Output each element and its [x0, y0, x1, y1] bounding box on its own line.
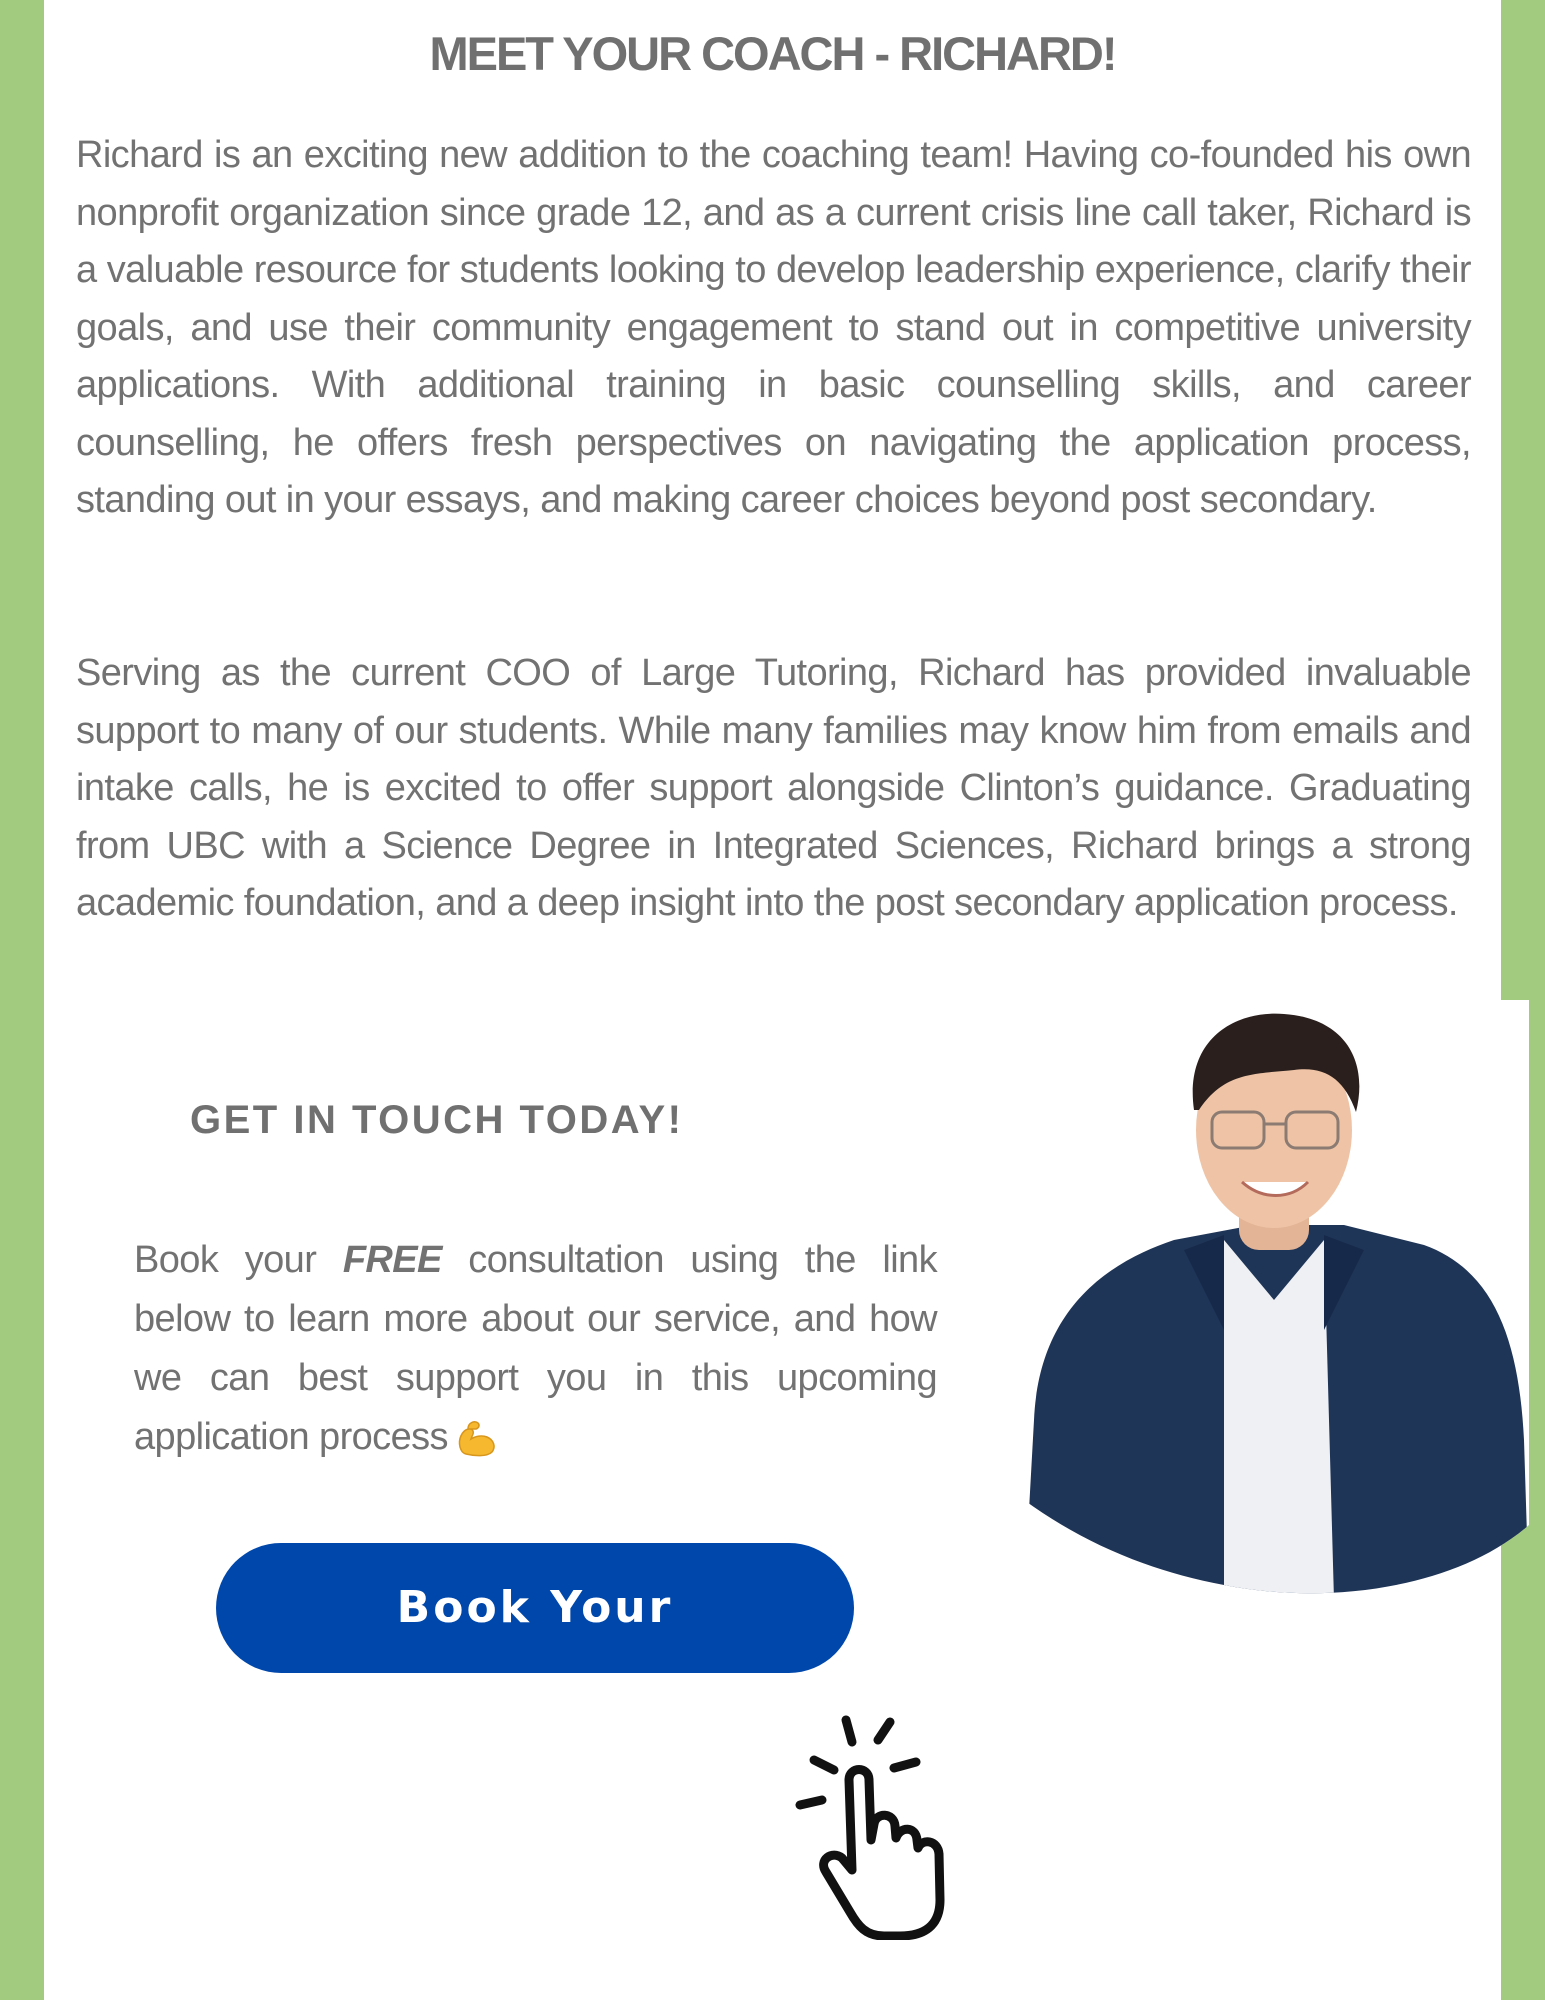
cta-body — [134, 1231, 937, 1467]
cta-free-emphasis: FREE — [342, 1239, 442, 1281]
cta-body-rest: consultation using the link below to learn more about our service, and how we can best support you in this upcoming application process — [134, 1239, 937, 1458]
flexed-biceps-icon — [454, 1417, 500, 1457]
bio-paragraph-1: Richard is an exciting new addition to the coaching team! Having co-founded his own nonprofit organization since grade 12, and as a current crisis line call taker, Richard is a valuable resource for students looking to develop leadership experience, clarify their goals, and use their community engagement to stand out in competitive university applications. With additional training in basic counselling skills, and career counselling, he offers fresh perspectives on navigating the application process, standing out in your essays, and making career choices beyond post secondary. — [76, 134, 1471, 521]
cta-heading: GET IN TOUCH TODAY! — [190, 1098, 684, 1142]
page-title: MEET YOUR COACH - RICHARD! — [429, 27, 1116, 80]
bio-paragraph-2: Serving as the current COO of Large Tutoring, Richard has provided invaluable support to many of our students. While many families may know him from emails and intake calls, he is excited to offer support alongside Clinton’s guidance. Graduating from UBC with a Science Degree in Integrated Sciences, Richard brings a strong academic foundation, and a deep insight into the post secondary application process. — [76, 652, 1471, 924]
cta-body-start: Book your — [134, 1239, 317, 1281]
click-hand-icon — [754, 1700, 974, 1940]
coach-portrait — [1024, 1000, 1529, 1600]
page — [44, 0, 1501, 2000]
book-consultation-button[interactable]: Book Your Consultation — [216, 1543, 854, 1673]
